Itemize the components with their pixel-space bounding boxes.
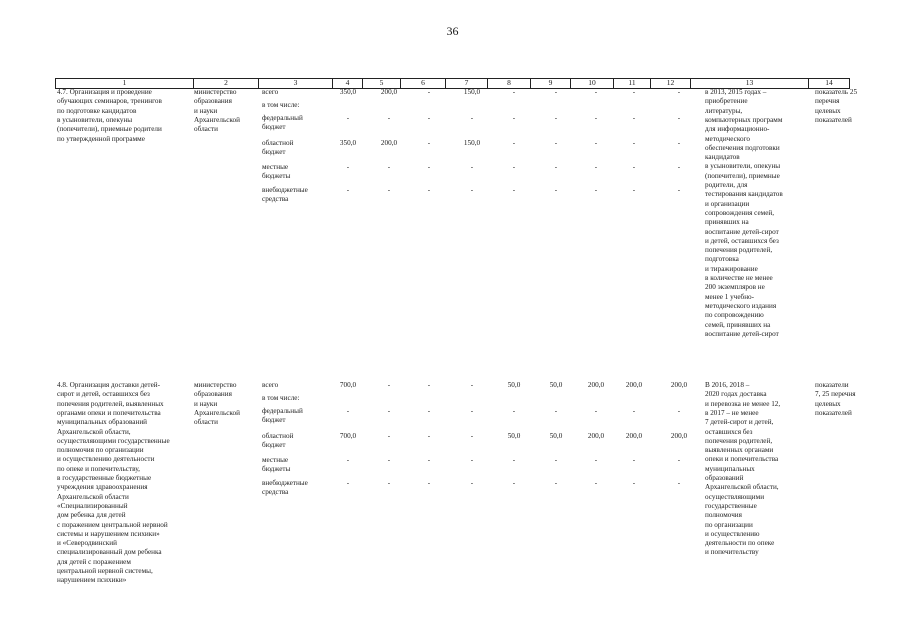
funding-value: - bbox=[632, 114, 636, 122]
funding-value: - bbox=[512, 407, 516, 415]
funding-value: - bbox=[346, 407, 350, 415]
funding-value: - bbox=[632, 186, 636, 194]
result-line: сопровождения семей, bbox=[705, 208, 775, 217]
indicator-line: 7, 25 перечня bbox=[815, 390, 856, 399]
result-line: в усыновители, опекуны bbox=[705, 162, 781, 171]
activity-line: и осуществлению деятельности bbox=[57, 455, 155, 464]
result-line: тестирования кандидатов bbox=[705, 190, 783, 199]
column-header: 5 bbox=[362, 78, 400, 88]
funding-value: - bbox=[632, 455, 636, 464]
result-line: родители, для bbox=[705, 181, 748, 189]
executor-line: области bbox=[194, 418, 219, 427]
column-header: 3 bbox=[258, 78, 332, 88]
funding-value: - bbox=[470, 455, 474, 464]
column-header: 6 bbox=[400, 78, 445, 88]
result-line: обеспечения подготовки bbox=[705, 143, 780, 152]
funding-value: 200,0 bbox=[670, 381, 688, 389]
executor-line: министерство bbox=[194, 88, 237, 96]
result-line: попечения родителей, bbox=[705, 436, 773, 445]
executor-line: образования bbox=[194, 390, 232, 399]
column-header: 1 bbox=[55, 78, 193, 88]
result-line: по организации bbox=[705, 520, 753, 529]
funding-value: - bbox=[632, 88, 636, 96]
activity-line: для детей с поражением bbox=[57, 557, 131, 566]
result-line: принявших на bbox=[705, 218, 749, 227]
column-header: 11 bbox=[613, 78, 650, 88]
funding-value: - bbox=[632, 138, 636, 147]
funding-value: - bbox=[677, 407, 681, 415]
funding-value: 50,0 bbox=[549, 431, 563, 440]
result-line: методического bbox=[705, 134, 750, 143]
funding-source-label: федеральный bbox=[262, 114, 303, 122]
funding-source-label: в том числе: bbox=[262, 100, 300, 109]
funding-source-label: всего bbox=[262, 381, 279, 389]
activity-line: обучающих семинаров, тренингов bbox=[57, 97, 162, 106]
funding-source-label: бюджет bbox=[262, 123, 286, 132]
funding-value: 150,0 bbox=[463, 88, 481, 96]
activity-line: полномочия по организации bbox=[57, 446, 144, 455]
activity-line: нарушением психики» bbox=[57, 576, 127, 585]
funding-value: - bbox=[677, 138, 681, 147]
funding-value: - bbox=[387, 186, 391, 194]
funding-source-label: бюджеты bbox=[262, 464, 291, 473]
result-line: опеки и попечительства bbox=[705, 455, 779, 464]
funding-value: 200,0 bbox=[670, 431, 688, 440]
funding-value: 200,0 bbox=[587, 431, 605, 440]
activity-line: Архангельской области, bbox=[57, 427, 131, 436]
funding-value: 150,0 bbox=[463, 138, 481, 147]
result-line: кандидатов bbox=[705, 153, 740, 162]
activity-line: дом ребенка для детей bbox=[57, 511, 126, 520]
funding-value: - bbox=[427, 431, 431, 440]
result-line: деятельности по опеке bbox=[705, 539, 775, 548]
funding-value: - bbox=[387, 381, 391, 389]
funding-value: - bbox=[346, 479, 350, 487]
funding-source-label: областной bbox=[262, 138, 294, 147]
result-line: и осуществлению bbox=[705, 529, 760, 538]
funding-value: - bbox=[554, 407, 558, 415]
funding-source-label: бюджет bbox=[262, 147, 286, 156]
funding-source-label: бюджет bbox=[262, 416, 286, 425]
funding-value: - bbox=[594, 162, 598, 171]
funding-value: - bbox=[512, 162, 516, 171]
funding-value: - bbox=[677, 455, 681, 464]
column-header: 13 bbox=[690, 78, 808, 88]
funding-value: - bbox=[387, 455, 391, 464]
column-header: 7 bbox=[445, 78, 487, 88]
column-header: 8 bbox=[487, 78, 530, 88]
indicator-line: целевых bbox=[815, 106, 841, 115]
funding-value: - bbox=[470, 114, 474, 122]
funding-value: - bbox=[594, 88, 598, 96]
executor-line: образования bbox=[194, 97, 232, 106]
funding-value: - bbox=[594, 479, 598, 487]
activity-line: с поражением центральной нервной bbox=[57, 520, 168, 529]
result-line: подготовка bbox=[705, 255, 739, 264]
executor-line: Архангельской bbox=[194, 408, 240, 417]
result-line: в 2017 – не менее bbox=[705, 408, 759, 417]
funding-value: 700,0 bbox=[339, 431, 357, 440]
funding-value: - bbox=[427, 114, 431, 122]
funding-value: - bbox=[677, 88, 681, 96]
funding-value: - bbox=[594, 186, 598, 194]
funding-value: - bbox=[677, 479, 681, 487]
column-header: 14 bbox=[808, 78, 850, 88]
funding-value: - bbox=[387, 479, 391, 487]
activity-line: системы и нарушением психики» bbox=[57, 529, 160, 538]
funding-value: - bbox=[427, 407, 431, 415]
funding-value: 200,0 bbox=[380, 138, 398, 147]
result-line: методического издания bbox=[705, 301, 777, 310]
funding-value: 50,0 bbox=[507, 381, 521, 389]
result-line: выявленных органами bbox=[705, 446, 774, 455]
funding-value: - bbox=[427, 479, 431, 487]
result-line: приобретение bbox=[705, 97, 748, 106]
activity-line: осуществляющими государственные bbox=[57, 436, 170, 445]
funding-value: - bbox=[470, 431, 474, 440]
result-line: осуществляющими bbox=[705, 492, 765, 501]
result-line: и тиражирование bbox=[705, 264, 758, 273]
funding-source-label: бюджеты bbox=[262, 171, 291, 180]
funding-value: 50,0 bbox=[549, 381, 563, 389]
funding-source-label: местные bbox=[262, 162, 289, 171]
funding-source-label: областной bbox=[262, 431, 294, 440]
column-header: 4 bbox=[332, 78, 362, 88]
executor-line: министерство bbox=[194, 381, 237, 389]
column-header: 2 bbox=[193, 78, 258, 88]
funding-value: - bbox=[554, 138, 558, 147]
funding-value: - bbox=[387, 431, 391, 440]
indicator-line: показателей bbox=[815, 408, 852, 417]
funding-value: - bbox=[470, 407, 474, 415]
funding-value: - bbox=[632, 162, 636, 171]
funding-source-label: средства bbox=[262, 195, 289, 204]
funding-value: - bbox=[554, 162, 558, 171]
activity-line: муниципальных образований bbox=[57, 418, 148, 427]
funding-value: - bbox=[554, 186, 558, 194]
page-number: 36 bbox=[446, 24, 459, 38]
funding-value: - bbox=[554, 114, 558, 122]
result-line: компьютерных программ bbox=[705, 115, 783, 124]
funding-value: - bbox=[554, 479, 558, 487]
funding-value: - bbox=[554, 455, 558, 464]
activity-line: учреждения здравоохранения bbox=[57, 483, 148, 492]
result-line: государственные bbox=[705, 501, 757, 510]
funding-value: - bbox=[594, 114, 598, 122]
funding-value: - bbox=[677, 186, 681, 194]
funding-value: - bbox=[594, 138, 598, 147]
activity-line: 4.7. Организация и проведение bbox=[57, 88, 152, 96]
funding-value: - bbox=[512, 479, 516, 487]
activity-line: 4.8. Организация доставки детей- bbox=[57, 381, 161, 389]
funding-value: - bbox=[387, 162, 391, 171]
result-line: воспитание детей-сирот bbox=[705, 227, 779, 236]
indicator-line: показатели bbox=[815, 381, 849, 389]
funding-source-label: внебюджетные bbox=[262, 186, 308, 194]
indicator-line: целевых bbox=[815, 399, 841, 408]
activity-line: по опеке и попечительству, bbox=[57, 464, 140, 473]
result-line: попечения родителей, bbox=[705, 246, 773, 255]
column-header: 9 bbox=[530, 78, 570, 88]
activity-line: Архангельской области bbox=[57, 492, 129, 501]
result-line: и организации bbox=[705, 199, 750, 208]
column-header: 10 bbox=[570, 78, 613, 88]
funding-value: 50,0 bbox=[507, 431, 521, 440]
funding-value: - bbox=[387, 114, 391, 122]
funding-source-label: средства bbox=[262, 488, 289, 497]
funding-value: - bbox=[427, 455, 431, 464]
funding-value: - bbox=[387, 407, 391, 415]
activity-line: по подготовке кандидатов bbox=[57, 106, 137, 115]
funding-value: - bbox=[470, 381, 474, 389]
executor-line: и науки bbox=[194, 399, 218, 408]
funding-value: - bbox=[512, 88, 516, 96]
indicator-line: показатель 25 bbox=[815, 88, 858, 96]
funding-value: - bbox=[470, 162, 474, 171]
funding-value: - bbox=[427, 381, 431, 389]
result-line: литературы, bbox=[705, 106, 743, 115]
activity-line: (попечители), приемные родители bbox=[57, 125, 162, 134]
result-line: по сопровождению bbox=[705, 311, 764, 320]
funding-value: 200,0 bbox=[587, 381, 605, 389]
executor-line: и науки bbox=[194, 106, 218, 115]
activity-line: в государственные бюджетные bbox=[57, 474, 152, 482]
result-line: для информационно- bbox=[705, 125, 770, 134]
funding-value: - bbox=[427, 162, 431, 171]
funding-value: - bbox=[470, 186, 474, 194]
funding-value: - bbox=[512, 114, 516, 122]
funding-value: - bbox=[512, 455, 516, 464]
funding-value: - bbox=[632, 407, 636, 415]
activity-line: центральной нервной системы, bbox=[57, 567, 153, 575]
executor-line: Архангельской bbox=[194, 115, 240, 124]
activity-line: по утвержденной программе bbox=[57, 134, 145, 143]
funding-source-label: бюджет bbox=[262, 440, 286, 449]
indicator-line: перечня bbox=[815, 97, 840, 106]
funding-value: - bbox=[346, 114, 350, 122]
funding-value: 200,0 bbox=[625, 431, 643, 440]
executor-line: области bbox=[194, 125, 219, 134]
result-line: и детей, оставшихся без bbox=[705, 236, 779, 245]
result-line: в 2013, 2015 годах – bbox=[705, 88, 767, 96]
funding-value: - bbox=[427, 186, 431, 194]
funding-value: - bbox=[594, 455, 598, 464]
funding-source-label: местные bbox=[262, 455, 289, 464]
indicator-line: показателей bbox=[815, 115, 852, 124]
result-line: образований bbox=[705, 474, 744, 482]
result-line: в количестве не менее bbox=[705, 274, 773, 282]
funding-value: - bbox=[512, 138, 516, 147]
result-line: воспитание детей-сирот bbox=[705, 329, 779, 338]
funding-value: - bbox=[346, 455, 350, 464]
funding-value: - bbox=[427, 88, 431, 96]
funding-source-label: в том числе: bbox=[262, 393, 300, 402]
result-line: полномочия bbox=[705, 511, 742, 520]
funding-value: - bbox=[512, 186, 516, 194]
funding-value: - bbox=[632, 479, 636, 487]
result-line: В 2016, 2018 – bbox=[705, 381, 750, 389]
column-header: 12 bbox=[650, 78, 690, 88]
funding-value: - bbox=[427, 138, 431, 147]
result-line: и перевозка не менее 12, bbox=[705, 399, 781, 408]
funding-value: 200,0 bbox=[625, 381, 643, 389]
result-line: Архангельской области, bbox=[705, 483, 779, 492]
activity-line: в усыновители, опекуны bbox=[57, 115, 133, 124]
funding-value: - bbox=[470, 479, 474, 487]
result-line: и попечительству bbox=[705, 548, 759, 557]
funding-value: - bbox=[554, 88, 558, 96]
result-line: муниципальных bbox=[705, 464, 755, 473]
funding-value: - bbox=[677, 162, 681, 171]
result-line: 200 экземпляров не bbox=[705, 283, 765, 292]
funding-value: - bbox=[346, 162, 350, 171]
funding-value: 200,0 bbox=[380, 88, 398, 96]
funding-value: - bbox=[677, 114, 681, 122]
result-line: менее 1 учебно- bbox=[705, 292, 755, 301]
funding-source-label: внебюджетные bbox=[262, 479, 308, 487]
funding-value: - bbox=[346, 186, 350, 194]
funding-value: - bbox=[594, 407, 598, 415]
activity-line: и «Северодвинский bbox=[57, 539, 117, 548]
activity-line: «Специализированный bbox=[57, 501, 128, 510]
activity-line: сирот и детей, оставшихся без bbox=[57, 390, 150, 399]
result-line: 2020 годах доставка bbox=[705, 390, 767, 399]
activity-line: органами опеки и попечительства bbox=[57, 408, 161, 417]
funding-value: 350,0 bbox=[339, 88, 357, 96]
result-line: оставшихся без bbox=[705, 427, 753, 436]
activity-line: специализированный дом ребенка bbox=[57, 548, 162, 557]
funding-source-label: всего bbox=[262, 88, 279, 96]
funding-value: 350,0 bbox=[339, 138, 357, 147]
funding-value: 700,0 bbox=[339, 381, 357, 389]
funding-source-label: федеральный bbox=[262, 407, 303, 415]
activity-line: попечения родителей, выявленных bbox=[57, 399, 164, 408]
result-line: (попечители), приемные bbox=[705, 171, 780, 180]
result-line: 7 детей-сирот и детей, bbox=[705, 418, 774, 427]
result-line: семей, принявших на bbox=[705, 320, 771, 329]
